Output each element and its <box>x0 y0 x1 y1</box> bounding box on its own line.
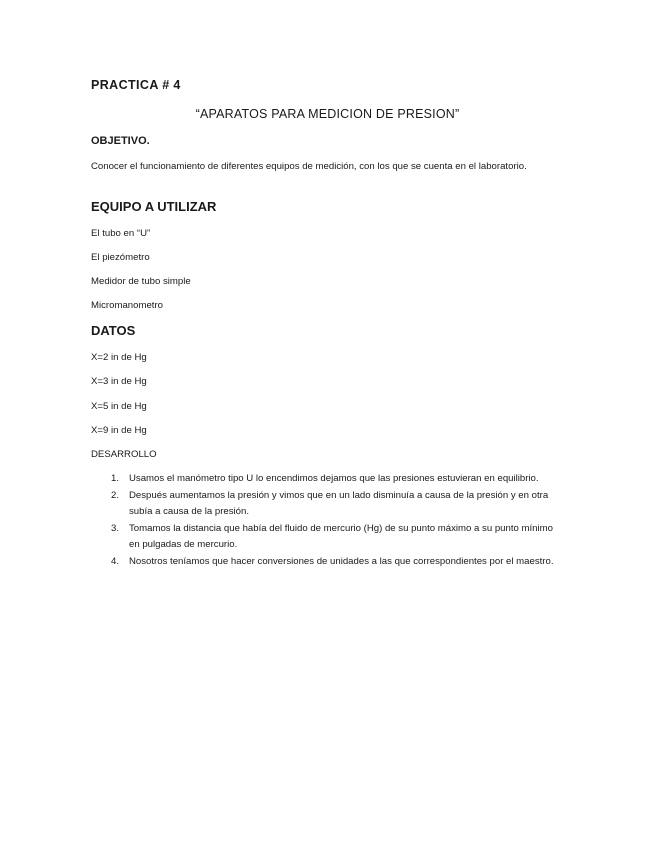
step-number: 3. <box>111 522 120 534</box>
equipment-item: El tubo en “U” <box>91 228 151 239</box>
data-item: X=5 in de Hg <box>91 401 147 412</box>
step-text: Usamos el manómetro tipo U lo encendimos dejamos que las presiones estuvieran en equilibrio. <box>129 473 539 484</box>
development-heading: DESARROLLO <box>91 449 157 460</box>
step-item <box>91 488 561 521</box>
equipment-item: Medidor de tubo simple <box>91 276 191 287</box>
document-title: “APARATOS PARA MEDICION DE PRESION” <box>195 107 460 121</box>
data-heading: DATOS <box>91 323 136 338</box>
equipment-item: Micromanometro <box>91 300 163 311</box>
step-text: Tomamos la distancia que había del fluido de mercurio (Hg) de su punto máximo a su punto mínimo en pulgadas de mercurio. <box>129 522 553 550</box>
objective-heading: OBJETIVO. <box>91 135 150 147</box>
step-number: 2. <box>111 489 120 501</box>
equipment-item: El piezómetro <box>91 252 150 263</box>
practice-title: PRACTICA # 4 <box>91 78 181 92</box>
data-item: X=2 in de Hg <box>91 352 147 363</box>
step-number: 1. <box>111 473 120 484</box>
step-item <box>91 471 561 488</box>
data-item: X=9 in de Hg <box>91 425 147 436</box>
step-text: Nosotros teníamos que hacer conversiones de unidades a las que correspondientes por el maestro. <box>129 555 554 567</box>
development-steps <box>91 471 561 570</box>
step-number: 4. <box>111 555 120 567</box>
equipment-heading: EQUIPO A UTILIZAR <box>91 199 217 214</box>
step-item <box>91 554 561 571</box>
objective-text: Conocer el funcionamiento de diferentes equipos de medición, con los que se cuenta en el laboratorio. <box>91 161 527 172</box>
step-item <box>91 521 561 554</box>
data-item: X=3 in de Hg <box>91 376 147 387</box>
step-text: Después aumentamos la presión y vimos que en un lado disminuía a causa de la presión y en otra subía a causa de la presión. <box>129 489 549 517</box>
